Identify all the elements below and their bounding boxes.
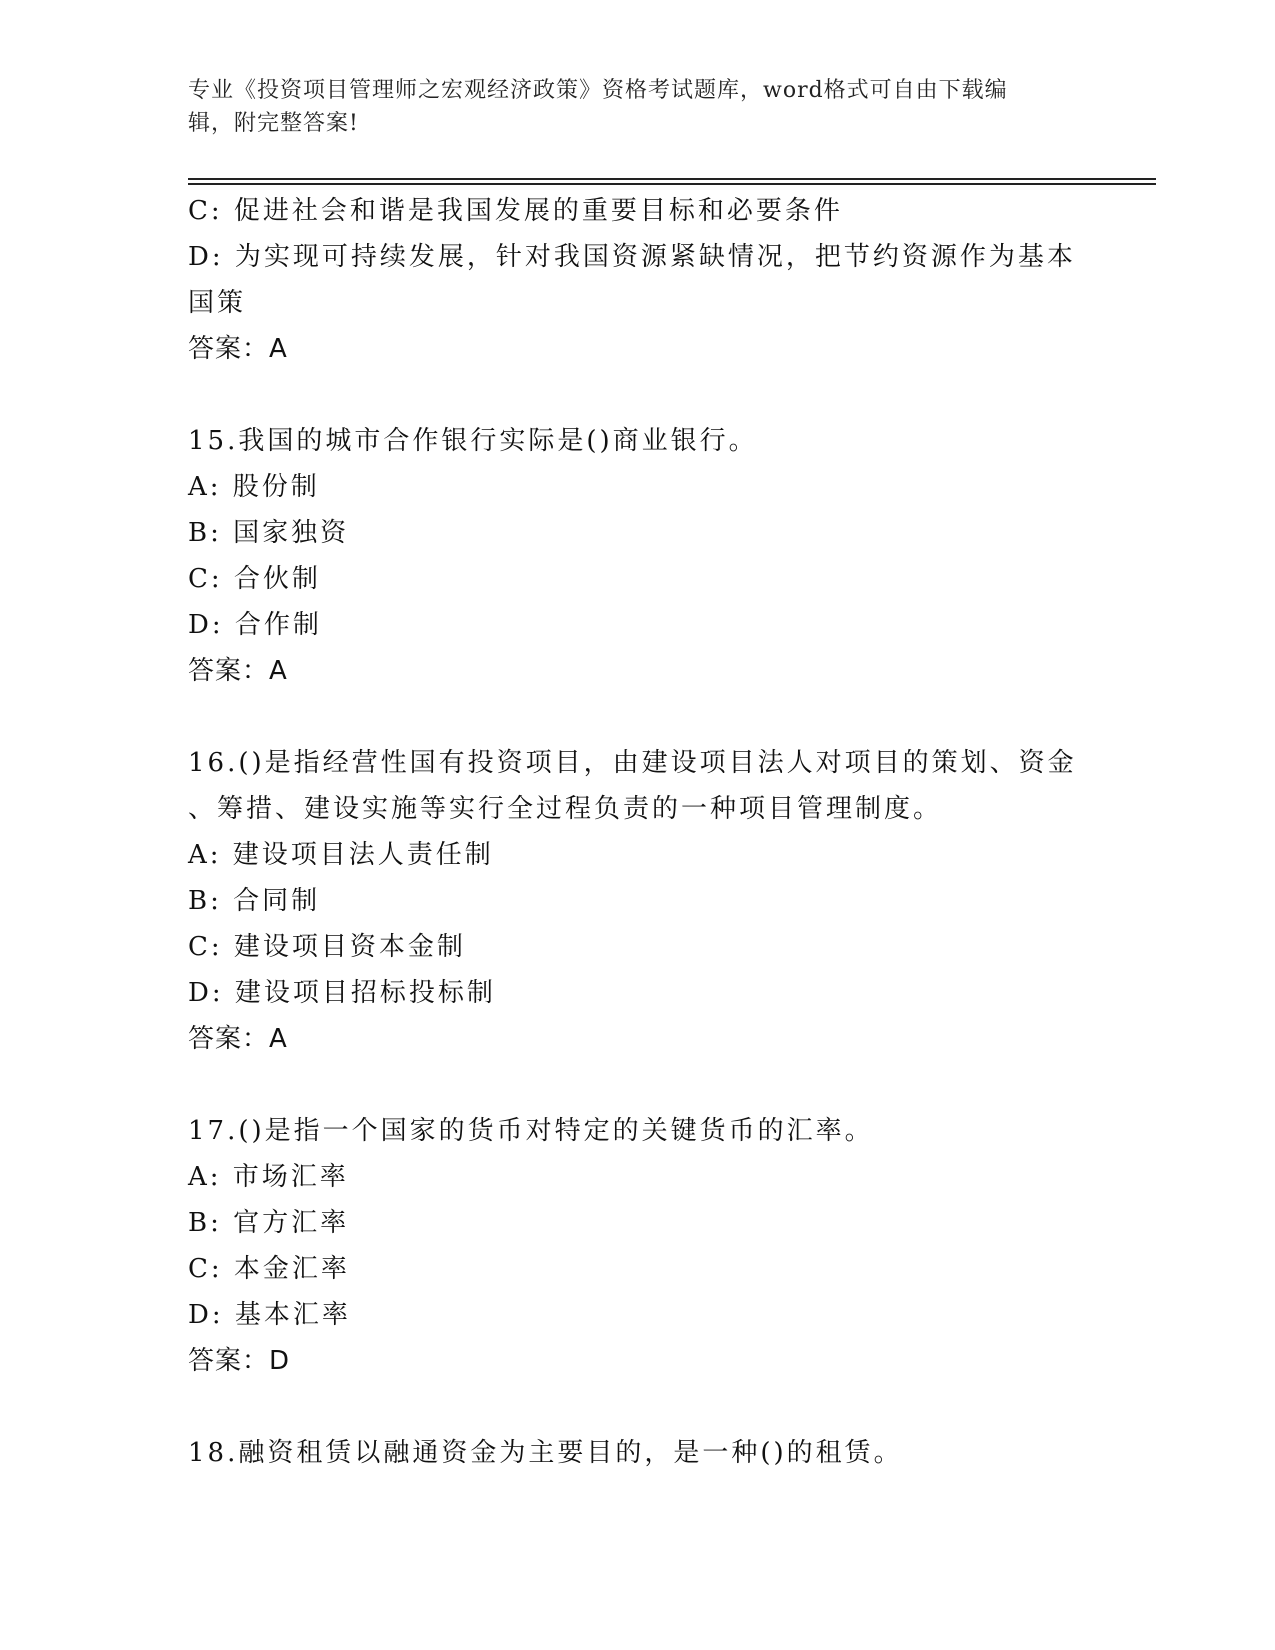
option-d: D: 为实现可持续发展，针对我国资源紧缺情况，把节约资源作为基本 — [188, 242, 1076, 272]
option-a: A: 市场汇率 — [188, 1162, 349, 1192]
option-c: C: 促进社会和谐是我国发展的重要目标和必要条件 — [188, 196, 843, 226]
question-stem-line-2: 、筹措、建设实施等实行全过程负责的一种项目管理制度。 — [188, 794, 943, 824]
option-a: A: 股份制 — [188, 472, 320, 502]
question-stem: 15.我国的城市合作银行实际是()商业银行。 — [188, 426, 758, 456]
option-c: C: 建设项目资本金制 — [188, 932, 466, 962]
question-list — [188, 188, 1088, 1476]
question-18 — [188, 1430, 1088, 1476]
spacer — [188, 694, 1088, 740]
header-divider-top — [188, 178, 1156, 180]
option-d-continued: 国策 — [188, 288, 247, 318]
spacer — [188, 372, 1088, 418]
option-b: B: 官方汇率 — [188, 1208, 350, 1238]
option-c: C: 合伙制 — [188, 564, 321, 594]
previous-question-tail — [188, 188, 1088, 372]
spacer — [188, 1062, 1088, 1108]
answer: 答案：A — [188, 334, 288, 364]
spacer — [188, 1384, 1088, 1430]
option-a: A: 建设项目法人责任制 — [188, 840, 494, 870]
answer: 答案：D — [188, 1346, 291, 1376]
option-d: D: 基本汇率 — [188, 1300, 351, 1330]
question-stem: 17.()是指一个国家的货币对特定的关键货币的汇率。 — [188, 1116, 874, 1146]
option-c: C: 本金汇率 — [188, 1254, 350, 1284]
question-stem: 18.融资租赁以融通资金为主要目的，是一种()的租赁。 — [188, 1438, 903, 1468]
option-b: B: 合同制 — [188, 886, 321, 916]
answer: 答案：A — [188, 1024, 288, 1054]
question-16 — [188, 740, 1088, 1062]
answer: 答案：A — [188, 656, 288, 686]
question-17 — [188, 1108, 1088, 1384]
header-divider-bottom — [188, 183, 1156, 185]
option-d: D: 建设项目招标投标制 — [188, 978, 496, 1008]
option-b: B: 国家独资 — [188, 518, 350, 548]
question-15 — [188, 418, 1088, 694]
option-d: D: 合作制 — [188, 610, 322, 640]
header-line-2: 辑，附完整答案! — [188, 111, 359, 136]
document-header — [188, 74, 1068, 140]
question-stem-line-1: 16.()是指经营性国有投资项目，由建设项目法人对项目的策划、资金 — [188, 748, 1077, 778]
header-line-1: 专业《投资项目管理师之宏观经济政策》资格考试题库，word格式可自由下载编 — [188, 78, 1008, 103]
